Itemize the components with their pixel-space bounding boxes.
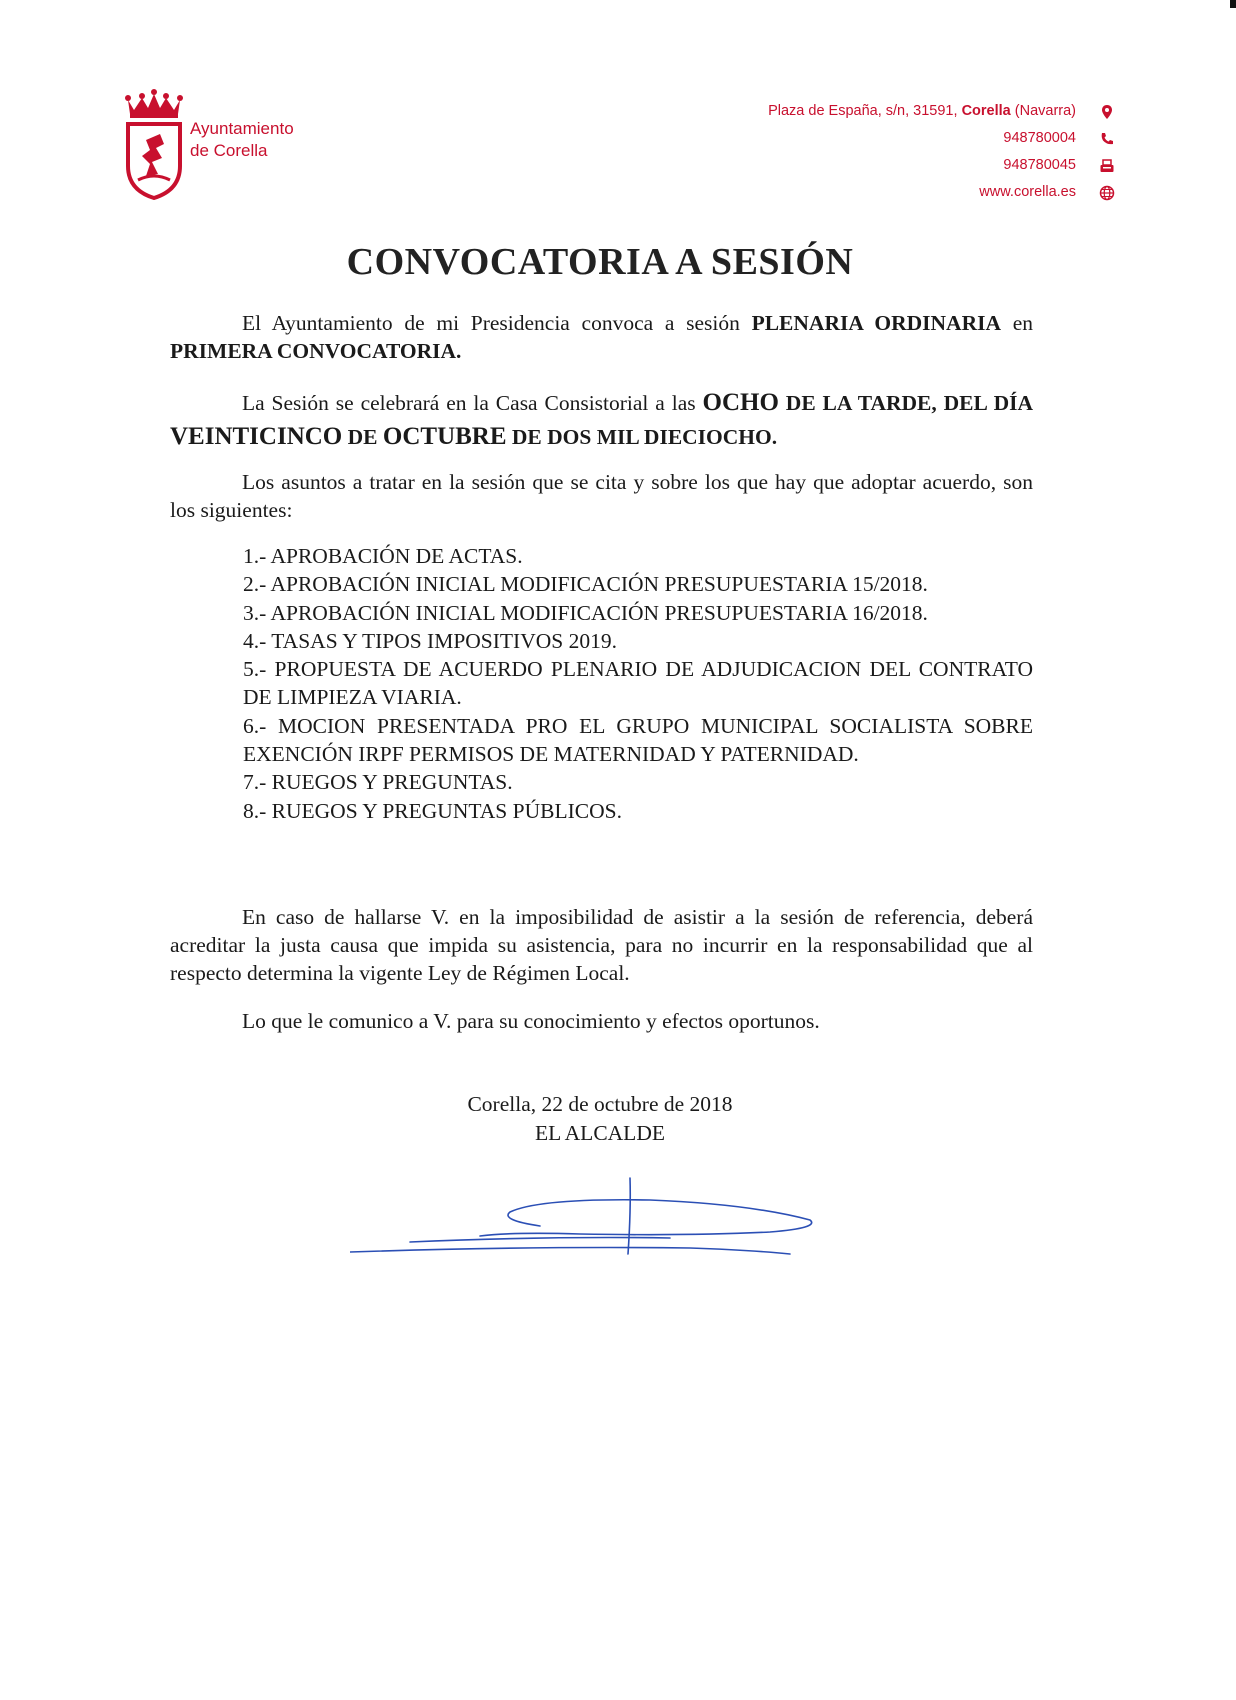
scan-corner-mark [1230,0,1236,8]
p2-day: VEINTICINCO [170,423,343,450]
location-pin-icon [1099,104,1115,120]
absence-notice-text: En caso de hallarse V. en la imposibilidad de asistir a la sesión de referencia, deberá acreditar la justa causa que impida su asistencia, para no incurrir en la responsabilidad que al respecto determina la vigente Ley de Régimen Local. [170,905,1033,985]
paragraph-agenda-intro [170,468,1033,524]
p1-mid: en [1001,311,1033,335]
document-title: CONVOCATORIA A SESIÓN [346,241,854,283]
paragraph-convocation [170,309,1033,365]
fax-number: 948780045 [1003,157,1076,173]
agenda-item: 2.- APROBACIÓN INICIAL MODIFICACIÓN PRESUPUESTARIA 15/2018. [243,572,928,597]
organization-name-line1: Ayuntamiento [190,119,294,138]
p2-text: La Sesión se celebrará en la Casa Consistorial a las [242,391,703,415]
agenda-item: 7.- RUEGOS Y PREGUNTAS. [243,770,513,795]
phone-number: 948780004 [1003,130,1076,146]
p2-of: DE [342,425,383,449]
phone-icon [1099,131,1115,147]
paragraph-communication [170,1007,1033,1035]
place-date: Corella, 22 de octubre de 2018 [467,1092,733,1116]
paragraph-absence-notice [170,903,1033,987]
p1-text: El Ayuntamiento de mi Presidencia convoca a sesión [242,311,752,335]
contact-block [768,98,1076,206]
agenda-item: 8.- RUEGOS Y PREGUNTAS PÚBLICOS. [243,798,622,823]
p2-month: OCTUBRE [382,423,507,450]
organization-name-line2: de Corella [190,141,268,160]
agenda-item: 4.- TASAS Y TIPOS IMPOSITIVOS 2019. [243,628,617,653]
address-row [768,98,1076,125]
p2-afternoon: DE LA TARDE, [778,391,937,415]
phone-row [768,125,1076,152]
p2-day-prefix: DEL DÍA [943,391,1033,415]
address-suffix: (Navarra) [1010,103,1076,119]
paragraph-time-date [170,386,1033,454]
p1-bold-session-type: PLENARIA ORDINARIA [751,311,1001,335]
website-url[interactable]: www.corella.es [979,184,1076,200]
address-city: Corella [961,103,1011,119]
fax-row [768,152,1076,179]
agenda-item: 3.- APROBACIÓN INICIAL MODIFICACIÓN PRESUPUESTARIA 16/2018. [243,600,928,625]
agenda-item: 6.- MOCION PRESENTADA PRO EL GRUPO MUNICIPAL SOCIALISTA SOBRE EXENCIÓN IRPF PERMISOS DE MATERNIDAD Y PATERNIDAD. [243,713,1033,767]
globe-icon [1099,185,1115,201]
signature-block [400,1090,800,1148]
p2-hour: OCHO [702,389,779,416]
handwritten-signature [350,1170,820,1260]
organization-name [190,118,294,162]
fax-icon [1099,158,1115,174]
agenda-intro-text: Los asuntos a tratar en la sesión que se cita y sobre los que hay que adoptar acuerdo, son los siguientes: [170,470,1033,522]
agenda-item: 1.- APROBACIÓN DE ACTAS. [243,544,523,568]
agenda-list [243,542,1033,825]
address-prefix: Plaza de España, s/n, 31591, [768,103,962,119]
p1-bold-convocation: PRIMERA CONVOCATORIA. [170,339,462,363]
communication-text: Lo que le comunico a V. para su conocimiento y efectos oportunos. [242,1009,820,1033]
website-row [768,179,1076,206]
signer-title: EL ALCALDE [535,1121,665,1145]
coat-of-arms-logo [124,88,184,200]
agenda-item: 5.- PROPUESTA DE ACUERDO PLENARIO DE ADJUDICACION DEL CONTRATO DE LIMPIEZA VIARIA. [243,657,1033,710]
p2-year: DE DOS MIL DIECIOCHO. [506,425,778,449]
